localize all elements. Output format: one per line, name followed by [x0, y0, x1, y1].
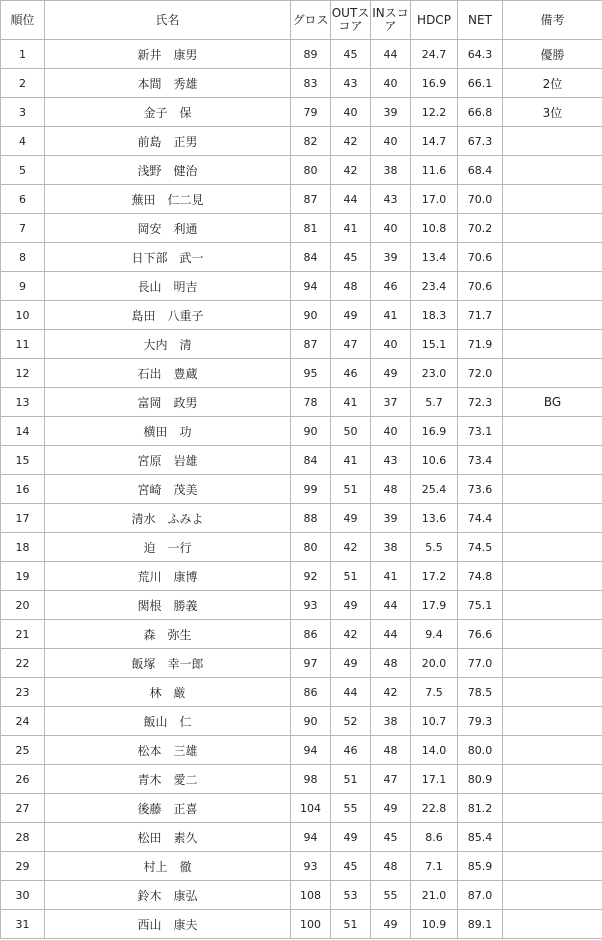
- cell-in-score: 44: [371, 40, 411, 69]
- cell-in-score: 43: [371, 446, 411, 475]
- cell-in-score: 44: [371, 591, 411, 620]
- cell-net: 64.3: [458, 40, 503, 69]
- cell-rank: 18: [1, 533, 45, 562]
- cell-hdcp: 21.0: [411, 881, 458, 910]
- cell-note: [503, 591, 602, 620]
- cell-name: 松田 素久: [45, 823, 291, 852]
- cell-gross: 79: [291, 98, 331, 127]
- cell-in-score: 37: [371, 388, 411, 417]
- cell-out-score: 49: [331, 591, 371, 620]
- cell-hdcp: 7.5: [411, 678, 458, 707]
- cell-out-score: 44: [331, 678, 371, 707]
- cell-note: [503, 794, 602, 823]
- cell-rank: 16: [1, 475, 45, 504]
- cell-hdcp: 18.3: [411, 301, 458, 330]
- cell-note: 優勝: [503, 40, 602, 69]
- cell-gross: 98: [291, 765, 331, 794]
- cell-net: 85.9: [458, 852, 503, 881]
- cell-gross: 88: [291, 504, 331, 533]
- cell-net: 73.6: [458, 475, 503, 504]
- cell-out-score: 42: [331, 156, 371, 185]
- cell-name: 富岡 政男: [45, 388, 291, 417]
- cell-name: 新井 康男: [45, 40, 291, 69]
- cell-in-score: 43: [371, 185, 411, 214]
- table-row: [1, 127, 602, 156]
- cell-gross: 97: [291, 649, 331, 678]
- table-row: [1, 475, 602, 504]
- table-row: [1, 591, 602, 620]
- cell-in-score: 41: [371, 562, 411, 591]
- cell-name: 関根 勝義: [45, 591, 291, 620]
- cell-gross: 94: [291, 272, 331, 301]
- cell-hdcp: 20.0: [411, 649, 458, 678]
- cell-net: 77.0: [458, 649, 503, 678]
- cell-hdcp: 17.9: [411, 591, 458, 620]
- cell-out-score: 49: [331, 823, 371, 852]
- cell-rank: 11: [1, 330, 45, 359]
- cell-in-score: 48: [371, 852, 411, 881]
- cell-hdcp: 8.6: [411, 823, 458, 852]
- table-row: [1, 562, 602, 591]
- header-row: [1, 1, 602, 40]
- cell-in-score: 46: [371, 272, 411, 301]
- cell-name: 島田 八重子: [45, 301, 291, 330]
- cell-net: 70.6: [458, 243, 503, 272]
- cell-rank: 29: [1, 852, 45, 881]
- cell-name: 宮崎 茂美: [45, 475, 291, 504]
- cell-note: [503, 446, 602, 475]
- cell-note: [503, 272, 602, 301]
- cell-net: 70.0: [458, 185, 503, 214]
- cell-net: 81.2: [458, 794, 503, 823]
- cell-name: 横田 功: [45, 417, 291, 446]
- table-row: [1, 794, 602, 823]
- cell-rank: 17: [1, 504, 45, 533]
- cell-out-score: 40: [331, 98, 371, 127]
- table-row: [1, 765, 602, 794]
- cell-rank: 27: [1, 794, 45, 823]
- cell-rank: 10: [1, 301, 45, 330]
- cell-out-score: 42: [331, 533, 371, 562]
- cell-rank: 8: [1, 243, 45, 272]
- cell-gross: 108: [291, 881, 331, 910]
- cell-out-score: 51: [331, 765, 371, 794]
- cell-name: 蕪田 仁二見: [45, 185, 291, 214]
- table-row: [1, 417, 602, 446]
- cell-gross: 104: [291, 794, 331, 823]
- cell-in-score: 48: [371, 736, 411, 765]
- cell-name: 金子 保: [45, 98, 291, 127]
- cell-note: 2位: [503, 69, 602, 98]
- table-row: [1, 98, 602, 127]
- cell-out-score: 49: [331, 504, 371, 533]
- table-row: [1, 620, 602, 649]
- cell-rank: 7: [1, 214, 45, 243]
- cell-hdcp: 13.4: [411, 243, 458, 272]
- cell-net: 67.3: [458, 127, 503, 156]
- table-row: [1, 388, 602, 417]
- cell-gross: 94: [291, 736, 331, 765]
- cell-gross: 94: [291, 823, 331, 852]
- cell-rank: 30: [1, 881, 45, 910]
- cell-net: 87.0: [458, 881, 503, 910]
- cell-in-score: 39: [371, 98, 411, 127]
- table-row: [1, 69, 602, 98]
- cell-gross: 80: [291, 156, 331, 185]
- table-row: [1, 649, 602, 678]
- cell-out-score: 49: [331, 301, 371, 330]
- cell-name: 青木 愛二: [45, 765, 291, 794]
- cell-note: [503, 417, 602, 446]
- cell-name: 後藤 正喜: [45, 794, 291, 823]
- cell-rank: 23: [1, 678, 45, 707]
- cell-in-score: 49: [371, 359, 411, 388]
- cell-name: 森 弥生: [45, 620, 291, 649]
- cell-in-score: 44: [371, 620, 411, 649]
- table-row: [1, 504, 602, 533]
- table-row: [1, 910, 602, 939]
- cell-note: [503, 707, 602, 736]
- cell-net: 68.4: [458, 156, 503, 185]
- cell-note: BG: [503, 388, 602, 417]
- cell-name: 石出 豊蔵: [45, 359, 291, 388]
- cell-net: 80.0: [458, 736, 503, 765]
- cell-out-score: 55: [331, 794, 371, 823]
- header-out-score: OUTスコア: [331, 1, 371, 40]
- cell-out-score: 51: [331, 475, 371, 504]
- cell-gross: 93: [291, 591, 331, 620]
- cell-rank: 20: [1, 591, 45, 620]
- cell-gross: 90: [291, 417, 331, 446]
- cell-net: 66.8: [458, 98, 503, 127]
- cell-hdcp: 22.8: [411, 794, 458, 823]
- cell-gross: 89: [291, 40, 331, 69]
- cell-in-score: 40: [371, 127, 411, 156]
- header-rank: 順位: [1, 1, 45, 40]
- cell-out-score: 41: [331, 388, 371, 417]
- cell-in-score: 47: [371, 765, 411, 794]
- cell-in-score: 39: [371, 504, 411, 533]
- cell-name: 岡安 利通: [45, 214, 291, 243]
- header-net: NET: [458, 1, 503, 40]
- cell-hdcp: 16.9: [411, 417, 458, 446]
- cell-rank: 1: [1, 40, 45, 69]
- cell-net: 71.7: [458, 301, 503, 330]
- cell-out-score: 51: [331, 910, 371, 939]
- cell-note: [503, 156, 602, 185]
- cell-gross: 100: [291, 910, 331, 939]
- results-body: [1, 40, 602, 939]
- cell-in-score: 40: [371, 69, 411, 98]
- cell-rank: 19: [1, 562, 45, 591]
- cell-rank: 31: [1, 910, 45, 939]
- cell-rank: 26: [1, 765, 45, 794]
- cell-gross: 99: [291, 475, 331, 504]
- cell-rank: 13: [1, 388, 45, 417]
- cell-hdcp: 10.6: [411, 446, 458, 475]
- cell-gross: 82: [291, 127, 331, 156]
- cell-hdcp: 17.0: [411, 185, 458, 214]
- cell-gross: 93: [291, 852, 331, 881]
- cell-rank: 2: [1, 69, 45, 98]
- cell-name: 荒川 康博: [45, 562, 291, 591]
- cell-hdcp: 11.6: [411, 156, 458, 185]
- cell-gross: 86: [291, 620, 331, 649]
- cell-net: 74.8: [458, 562, 503, 591]
- cell-rank: 6: [1, 185, 45, 214]
- cell-note: [503, 214, 602, 243]
- cell-in-score: 45: [371, 823, 411, 852]
- cell-out-score: 42: [331, 127, 371, 156]
- cell-hdcp: 23.4: [411, 272, 458, 301]
- cell-net: 79.3: [458, 707, 503, 736]
- cell-note: [503, 301, 602, 330]
- cell-name: 宮原 岩雄: [45, 446, 291, 475]
- cell-hdcp: 14.7: [411, 127, 458, 156]
- cell-gross: 78: [291, 388, 331, 417]
- cell-rank: 4: [1, 127, 45, 156]
- cell-out-score: 51: [331, 562, 371, 591]
- cell-hdcp: 14.0: [411, 736, 458, 765]
- cell-gross: 86: [291, 678, 331, 707]
- cell-gross: 87: [291, 185, 331, 214]
- table-row: [1, 359, 602, 388]
- table-row: [1, 736, 602, 765]
- cell-hdcp: 25.4: [411, 475, 458, 504]
- cell-gross: 95: [291, 359, 331, 388]
- cell-note: [503, 562, 602, 591]
- cell-out-score: 49: [331, 649, 371, 678]
- cell-note: [503, 475, 602, 504]
- cell-out-score: 48: [331, 272, 371, 301]
- cell-rank: 28: [1, 823, 45, 852]
- cell-hdcp: 15.1: [411, 330, 458, 359]
- cell-in-score: 41: [371, 301, 411, 330]
- cell-net: 76.6: [458, 620, 503, 649]
- cell-name: 松本 三雄: [45, 736, 291, 765]
- cell-note: [503, 765, 602, 794]
- cell-hdcp: 9.4: [411, 620, 458, 649]
- cell-name: 清水 ふみよ: [45, 504, 291, 533]
- cell-out-score: 46: [331, 736, 371, 765]
- cell-name: 長山 明吉: [45, 272, 291, 301]
- cell-gross: 80: [291, 533, 331, 562]
- cell-note: [503, 649, 602, 678]
- cell-rank: 15: [1, 446, 45, 475]
- cell-name: 林 厳: [45, 678, 291, 707]
- table-row: [1, 156, 602, 185]
- cell-hdcp: 24.7: [411, 40, 458, 69]
- cell-in-score: 40: [371, 214, 411, 243]
- cell-in-score: 39: [371, 243, 411, 272]
- table-row: [1, 40, 602, 69]
- header-note: 備考: [503, 1, 602, 40]
- cell-rank: 9: [1, 272, 45, 301]
- cell-note: [503, 243, 602, 272]
- cell-net: 70.2: [458, 214, 503, 243]
- cell-in-score: 40: [371, 330, 411, 359]
- table-row: [1, 881, 602, 910]
- cell-rank: 3: [1, 98, 45, 127]
- cell-note: [503, 881, 602, 910]
- cell-rank: 12: [1, 359, 45, 388]
- cell-rank: 24: [1, 707, 45, 736]
- cell-note: [503, 823, 602, 852]
- cell-net: 73.1: [458, 417, 503, 446]
- cell-out-score: 45: [331, 852, 371, 881]
- cell-note: [503, 127, 602, 156]
- cell-out-score: 47: [331, 330, 371, 359]
- cell-net: 71.9: [458, 330, 503, 359]
- table-row: [1, 330, 602, 359]
- header-hdcp: HDCP: [411, 1, 458, 40]
- cell-net: 75.1: [458, 591, 503, 620]
- cell-in-score: 55: [371, 881, 411, 910]
- cell-out-score: 46: [331, 359, 371, 388]
- header-gross: グロス: [291, 1, 331, 40]
- cell-hdcp: 23.0: [411, 359, 458, 388]
- table-row: [1, 185, 602, 214]
- cell-name: 飯山 仁: [45, 707, 291, 736]
- cell-hdcp: 13.6: [411, 504, 458, 533]
- cell-in-score: 48: [371, 475, 411, 504]
- cell-note: [503, 359, 602, 388]
- cell-rank: 21: [1, 620, 45, 649]
- table-row: [1, 272, 602, 301]
- cell-net: 74.5: [458, 533, 503, 562]
- cell-rank: 5: [1, 156, 45, 185]
- cell-out-score: 52: [331, 707, 371, 736]
- cell-out-score: 44: [331, 185, 371, 214]
- cell-in-score: 38: [371, 533, 411, 562]
- cell-net: 73.4: [458, 446, 503, 475]
- cell-hdcp: 10.8: [411, 214, 458, 243]
- cell-note: [503, 852, 602, 881]
- cell-gross: 84: [291, 243, 331, 272]
- cell-net: 66.1: [458, 69, 503, 98]
- table-row: [1, 243, 602, 272]
- cell-note: 3位: [503, 98, 602, 127]
- cell-in-score: 38: [371, 156, 411, 185]
- cell-name: 大内 清: [45, 330, 291, 359]
- cell-note: [503, 678, 602, 707]
- cell-gross: 87: [291, 330, 331, 359]
- cell-name: 西山 康夫: [45, 910, 291, 939]
- table-row: [1, 823, 602, 852]
- header-in-score: INスコア: [371, 1, 411, 40]
- cell-net: 72.3: [458, 388, 503, 417]
- cell-rank: 22: [1, 649, 45, 678]
- cell-name: 飯塚 幸一郎: [45, 649, 291, 678]
- cell-in-score: 48: [371, 649, 411, 678]
- cell-name: 鈴木 康弘: [45, 881, 291, 910]
- cell-gross: 90: [291, 301, 331, 330]
- table-row: [1, 301, 602, 330]
- cell-hdcp: 17.1: [411, 765, 458, 794]
- cell-hdcp: 12.2: [411, 98, 458, 127]
- cell-note: [503, 620, 602, 649]
- cell-net: 72.0: [458, 359, 503, 388]
- cell-note: [503, 330, 602, 359]
- cell-name: 迫 一行: [45, 533, 291, 562]
- cell-hdcp: 10.9: [411, 910, 458, 939]
- cell-out-score: 53: [331, 881, 371, 910]
- cell-net: 74.4: [458, 504, 503, 533]
- cell-rank: 25: [1, 736, 45, 765]
- cell-gross: 83: [291, 69, 331, 98]
- header-name: 氏名: [45, 1, 291, 40]
- cell-net: 80.9: [458, 765, 503, 794]
- cell-name: 本間 秀雄: [45, 69, 291, 98]
- cell-gross: 81: [291, 214, 331, 243]
- cell-in-score: 40: [371, 417, 411, 446]
- cell-out-score: 45: [331, 243, 371, 272]
- table-row: [1, 533, 602, 562]
- cell-gross: 84: [291, 446, 331, 475]
- cell-in-score: 42: [371, 678, 411, 707]
- cell-net: 85.4: [458, 823, 503, 852]
- cell-out-score: 42: [331, 620, 371, 649]
- cell-hdcp: 10.7: [411, 707, 458, 736]
- cell-name: 前島 正男: [45, 127, 291, 156]
- cell-note: [503, 185, 602, 214]
- cell-out-score: 43: [331, 69, 371, 98]
- cell-hdcp: 17.2: [411, 562, 458, 591]
- cell-in-score: 49: [371, 910, 411, 939]
- cell-note: [503, 504, 602, 533]
- cell-out-score: 41: [331, 446, 371, 475]
- cell-note: [503, 736, 602, 765]
- cell-name: 浅野 健治: [45, 156, 291, 185]
- cell-hdcp: 16.9: [411, 69, 458, 98]
- cell-out-score: 41: [331, 214, 371, 243]
- cell-hdcp: 5.7: [411, 388, 458, 417]
- cell-name: 村上 徹: [45, 852, 291, 881]
- cell-note: [503, 910, 602, 939]
- cell-net: 70.6: [458, 272, 503, 301]
- cell-out-score: 50: [331, 417, 371, 446]
- cell-net: 78.5: [458, 678, 503, 707]
- cell-hdcp: 7.1: [411, 852, 458, 881]
- cell-out-score: 45: [331, 40, 371, 69]
- table-row: [1, 214, 602, 243]
- table-row: [1, 707, 602, 736]
- cell-in-score: 38: [371, 707, 411, 736]
- cell-rank: 14: [1, 417, 45, 446]
- cell-name: 日下部 武一: [45, 243, 291, 272]
- cell-hdcp: 5.5: [411, 533, 458, 562]
- cell-net: 89.1: [458, 910, 503, 939]
- cell-gross: 90: [291, 707, 331, 736]
- cell-gross: 92: [291, 562, 331, 591]
- cell-note: [503, 533, 602, 562]
- table-row: [1, 852, 602, 881]
- cell-in-score: 49: [371, 794, 411, 823]
- table-row: [1, 446, 602, 475]
- table-row: [1, 678, 602, 707]
